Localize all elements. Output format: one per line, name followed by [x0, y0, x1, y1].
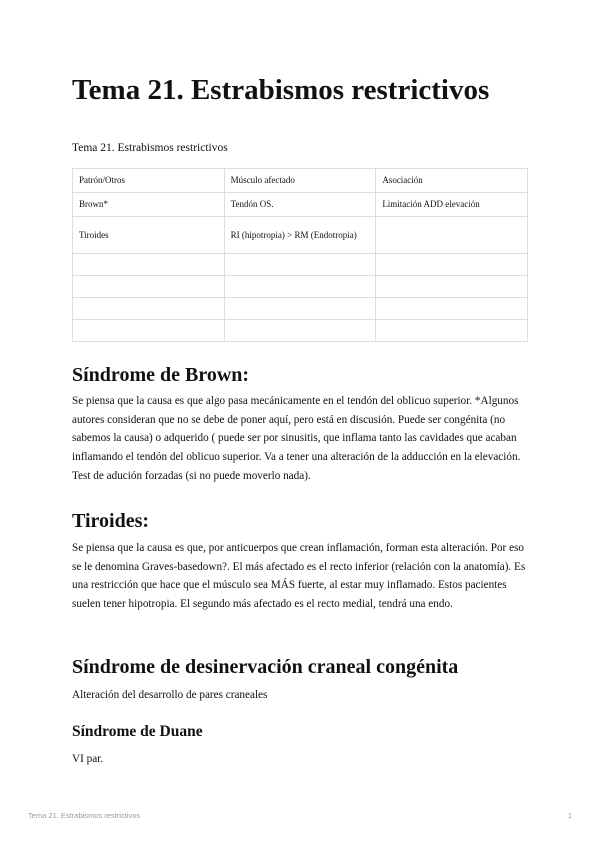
table-header-cell: Asociación [376, 169, 528, 193]
duane-heading: Síndrome de Duane [72, 723, 203, 740]
table-row-empty [73, 276, 528, 298]
table-caption: Tema 21. Estrabismos restrictivos [72, 142, 228, 154]
table-cell: RI (hipotropia) > RM (Endotropia) [224, 217, 376, 254]
tiroides-heading: Tiroides: [72, 510, 150, 532]
table-header-cell: Patrón/Otros [73, 169, 225, 193]
table-row [73, 217, 528, 254]
tiroides-paragraph: Se piensa que la causa es que, por anticuerpos que crean inflamación, forman esta alteración. Por eso se le denomina Graves-basedown?. El más afectado es el recto inferior (relación con la anatomía). Es una restricción que hace que el músculo sea MÁS fuerte, al estar muy inflamado. Estos pacientes suelen tener hipotropia. El segundo más afectado es el recto medial, tendrá una endo. [72, 542, 526, 611]
table-row-empty [73, 298, 528, 320]
table-header-cell: Músculo afectado [224, 169, 376, 193]
table-row-empty [73, 320, 528, 342]
table-cell [376, 217, 528, 254]
brown-paragraph: Se piensa que la causa es que algo pasa mecánicamente en el tendón del oblicuo superior. *Algunos autores consideran que no se debe de poner aquí, pero está en discusión. Puede ser congénita (no sabemos la causa) o adquerido ( puede ser por sinusitis, que inflama tanto las cavidades que acaban inflamando el tendón del oblicuo superior. Va a tener una alteración de la adducción en la elevación. Test de adución forzadas (si no puede moverlo nada). [72, 395, 521, 482]
table-cell: Limitación ADD elevación [376, 193, 528, 217]
table-row [73, 193, 528, 217]
summary-table [72, 168, 528, 342]
footer-title: Tema 21. Estrabismos restrictivos [28, 811, 141, 820]
table-cell: Brown* [73, 193, 225, 217]
page-title: Tema 21. Estrabismos restrictivos [72, 74, 490, 106]
desinervacion-heading: Síndrome de desinervación craneal congénita [72, 656, 459, 678]
page-number: 1 [567, 811, 572, 820]
desinervacion-paragraph: Alteración del desarrollo de pares craneales [72, 689, 268, 701]
table-cell: Tendón OS. [224, 193, 376, 217]
brown-heading: Síndrome de Brown: [72, 364, 250, 386]
table-row-empty [73, 254, 528, 276]
table-header-row [73, 169, 528, 193]
duane-paragraph: VI par. [72, 753, 104, 765]
table-cell: Tiroides [73, 217, 225, 254]
